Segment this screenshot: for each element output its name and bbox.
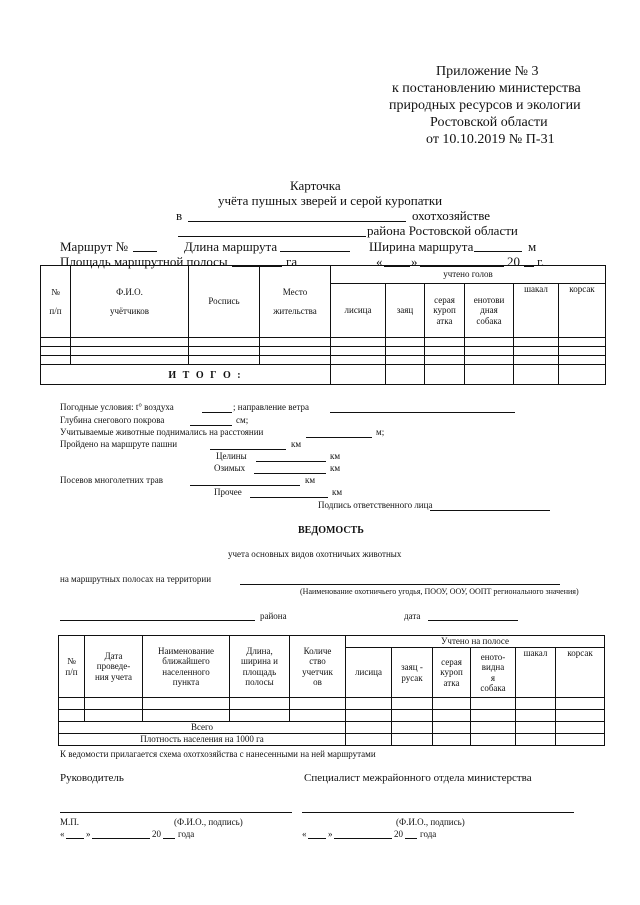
virgin-label: Целины — [216, 451, 247, 461]
head-label: Руководитель — [60, 772, 124, 784]
v-col-no: № п/п — [59, 636, 85, 698]
card-subtitle: учёта пушных зверей и серой куропатки — [218, 193, 443, 208]
virgin-km-field[interactable] — [256, 461, 326, 462]
wind-direction-field[interactable] — [330, 412, 515, 413]
district-suffix: района Ростовской области — [367, 223, 518, 238]
card-table — [40, 265, 606, 385]
card-counted-header: учтено голов — [331, 266, 606, 284]
card-in-suffix: охотхозяйстве — [412, 208, 491, 223]
v-counted-header: Учтено на полосе — [346, 636, 605, 648]
specialist-year-prefix: 20 — [394, 829, 403, 839]
snow-depth-field[interactable] — [190, 425, 232, 426]
card-species-partridge: серая куроп атка — [425, 284, 465, 338]
v-col-counters: Количе ство учетчик ов — [290, 636, 346, 698]
arable-km-unit: км — [291, 439, 302, 449]
vedomost-date-field[interactable] — [428, 620, 518, 621]
head-year-suffix: года — [178, 829, 195, 839]
specialist-month-field[interactable] — [334, 838, 392, 839]
v-species-raccoon-dog: еното- видна я собака — [471, 648, 516, 698]
head-date-close: » — [86, 829, 91, 839]
specialist-date-close: » — [328, 829, 333, 839]
weather-label: Погодные условия: t° воздуха — [60, 402, 174, 412]
vedomost-district-label: района — [260, 611, 287, 621]
district-field[interactable] — [178, 236, 366, 237]
head-year-field[interactable] — [163, 838, 175, 839]
vedomost-district-field[interactable] — [60, 620, 255, 621]
card-col-fio: Ф.И.О. учётчиков — [71, 266, 189, 338]
responsible-signature-label: Подпись ответственного лица — [318, 500, 433, 510]
v-species-fox: лисица — [346, 648, 392, 698]
vedomost-date-label: дата — [404, 611, 421, 621]
date-close-quote: » — [411, 254, 418, 269]
area-label: Площадь маршрутной полосы — [60, 254, 228, 269]
head-day-field[interactable] — [66, 838, 84, 839]
card-col-no: № п/п — [41, 266, 71, 338]
head-date-open: « — [60, 829, 65, 839]
head-month-field[interactable] — [92, 838, 150, 839]
area-unit: га — [286, 254, 298, 269]
responsible-signature-field[interactable] — [430, 510, 550, 511]
territory-field[interactable] — [240, 584, 560, 585]
route-length-label: Длина маршрута — [184, 239, 278, 254]
card-table-row[interactable] — [41, 347, 606, 356]
card-species-korsak: корсак — [559, 284, 606, 338]
v-species-partridge: серая куроп атка — [433, 648, 471, 698]
other-km-unit: км — [332, 487, 343, 497]
card-species-hare: заяц — [386, 284, 425, 338]
route-length-field[interactable] — [280, 251, 350, 252]
v-species-jackal: шакал — [516, 648, 556, 698]
snow-label: Глубина снегового покрова — [60, 415, 165, 425]
animals-distance-field[interactable] — [306, 437, 372, 438]
v-table-row[interactable] — [59, 710, 605, 722]
arable-km-field[interactable] — [210, 449, 286, 450]
passed-arable-label: Пройдено на маршруте пашни — [60, 439, 178, 449]
winter-crops-km-unit: км — [330, 463, 341, 473]
v-species-korsak: корсак — [556, 648, 605, 698]
territory-label: на маршрутных полосах на территории — [60, 574, 212, 584]
v-col-dimensions: Длина, ширина и площадь полосы — [230, 636, 290, 698]
specialist-fio-sign-note: (Ф.И.О., подпись) — [396, 817, 465, 827]
card-col-place: Место жительства — [260, 266, 331, 338]
specialist-year-field[interactable] — [405, 838, 417, 839]
specialist-year-suffix: года — [420, 829, 437, 839]
specialist-day-field[interactable] — [308, 838, 326, 839]
stamp-label: М.П. — [60, 817, 80, 827]
other-label: Прочее — [214, 487, 242, 497]
air-temp-field[interactable] — [202, 412, 232, 413]
v-species-hare: заяц - русак — [392, 648, 433, 698]
other-km-field[interactable] — [250, 497, 328, 498]
specialist-date-open: « — [302, 829, 307, 839]
card-title: Карточка — [290, 178, 341, 193]
v-density-label: Плотность населения на 1000 га — [59, 734, 346, 746]
hunting-farm-field[interactable] — [188, 221, 406, 222]
card-table-row[interactable] — [41, 338, 606, 347]
perennial-grass-label: Посевов многолетних трав — [60, 475, 163, 485]
head-fio-sign-note: (Ф.И.О., подпись) — [174, 817, 243, 827]
route-number-field[interactable] — [133, 251, 157, 252]
winter-crops-label: Озимых — [214, 463, 246, 473]
card-year-suffix: г. — [537, 254, 545, 269]
head-year-prefix: 20 — [152, 829, 161, 839]
winter-crops-km-field[interactable] — [254, 473, 326, 474]
perennial-grass-km-field[interactable] — [190, 485, 300, 486]
v-table-row[interactable] — [59, 698, 605, 710]
card-table-row[interactable] — [41, 356, 606, 365]
card-in-prefix: в — [176, 208, 183, 223]
animals-distance-label: Учитываемые животные поднимались на расстоянии — [60, 427, 264, 437]
appendix-line-5: от 10.10.2019 № П-31 — [426, 132, 555, 147]
head-signature-field[interactable] — [60, 812, 292, 813]
appendix-line-2: к постановлению министерства — [392, 81, 581, 96]
v-total-label: Всего — [59, 722, 346, 734]
vedomost-subtitle: учета основных видов охотничьих животных — [228, 549, 402, 559]
card-species-raccoon-dog: енотови дная собака — [465, 284, 514, 338]
specialist-signature-field[interactable] — [302, 812, 574, 813]
perennial-grass-km-unit: км — [305, 475, 316, 485]
territory-note: (Наименование охотничьего угодья, ПООУ, ООУ, ООПТ регионального значения) — [300, 587, 579, 596]
route-width-label: Ширина маршрута — [369, 239, 474, 254]
vedomost-title: ВЕДОМОСТЬ — [298, 525, 364, 536]
date-open-quote: « — [376, 254, 383, 269]
virgin-km-unit: км — [330, 451, 341, 461]
card-species-jackal: шакал — [514, 284, 559, 338]
specialist-label: Специалист межрайонного отдела министерства — [304, 772, 532, 784]
route-number-label: Маршрут № — [60, 239, 129, 254]
card-year-prefix: 20 — [507, 254, 520, 269]
v-col-date: Дата проведе- ния учета — [85, 636, 143, 698]
appendix-line-1: Приложение № 3 — [436, 64, 539, 79]
wind-label: ; направление ветра — [233, 402, 309, 412]
route-width-unit: м — [528, 239, 537, 254]
card-col-sign: Роспись — [189, 266, 260, 338]
card-species-fox: лисица — [331, 284, 386, 338]
appendix-line-3: природных ресурсов и экологии — [389, 98, 581, 113]
route-width-field[interactable] — [474, 251, 522, 252]
appendix-line-4: Ростовской области — [430, 115, 548, 130]
animals-distance-unit: м; — [376, 427, 385, 437]
vedomost-table — [58, 635, 605, 746]
v-col-settlement: Наименование ближайшего населенного пункта — [143, 636, 230, 698]
snow-unit: см; — [236, 415, 249, 425]
card-total-label: И Т О Г О : — [41, 365, 331, 385]
scheme-note: К ведомости прилагается схема охотхозяйства с нанесенными на ней маршрутами — [60, 749, 376, 759]
